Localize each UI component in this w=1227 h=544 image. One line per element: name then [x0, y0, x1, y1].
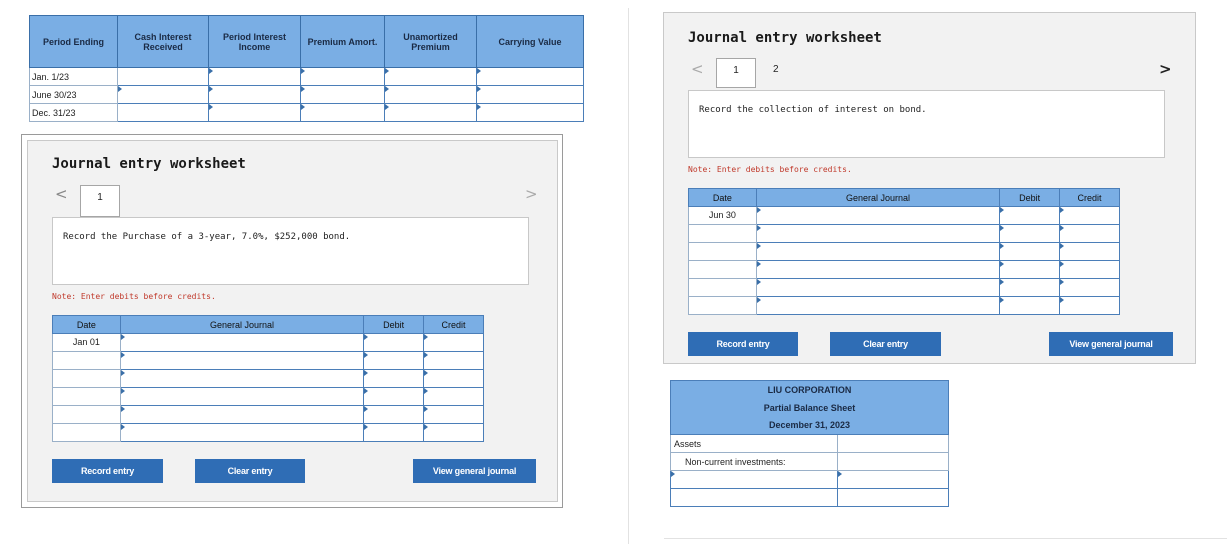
- unamortized-premium-input[interactable]: [385, 68, 477, 86]
- interest-income-input[interactable]: [209, 68, 301, 86]
- period-label: Dec. 31/23: [30, 104, 118, 122]
- date-cell: [53, 352, 121, 370]
- credit-input[interactable]: [424, 334, 484, 352]
- view-general-journal-button[interactable]: View general journal: [1049, 332, 1173, 356]
- table-row: [53, 352, 484, 370]
- premium-amort-input[interactable]: [301, 86, 385, 104]
- col-credit: Credit: [424, 316, 484, 334]
- worksheet-title: Journal entry worksheet: [688, 30, 882, 46]
- col-debit: Debit: [364, 316, 424, 334]
- header-period-ending: Period Ending: [30, 16, 118, 68]
- debit-input[interactable]: [1000, 261, 1060, 279]
- debit-input[interactable]: [364, 334, 424, 352]
- interest-income-input[interactable]: [209, 86, 301, 104]
- amortization-table: [29, 15, 584, 122]
- interest-income-input[interactable]: [209, 104, 301, 122]
- account-input[interactable]: [120, 370, 363, 388]
- table-row: [689, 225, 1120, 243]
- statement-date: December 31, 2023: [671, 417, 949, 435]
- view-general-journal-button[interactable]: View general journal: [413, 459, 536, 483]
- header-period-interest: Period Interest Income: [209, 16, 301, 68]
- credit-input[interactable]: [424, 406, 484, 424]
- premium-amort-input[interactable]: [301, 104, 385, 122]
- note-text: Note: Enter debits before credits.: [52, 292, 216, 301]
- empty-cell: [837, 453, 948, 471]
- debit-input[interactable]: [364, 352, 424, 370]
- credit-input[interactable]: [1060, 297, 1120, 315]
- credit-input[interactable]: [1060, 261, 1120, 279]
- col-general-journal: General Journal: [120, 316, 363, 334]
- period-label: Jan. 1/23: [30, 68, 118, 86]
- worksheet-title: Journal entry worksheet: [52, 156, 246, 172]
- account-input[interactable]: [671, 489, 838, 507]
- credit-input[interactable]: [424, 424, 484, 442]
- col-debit: Debit: [1000, 189, 1060, 207]
- horizontal-divider: [664, 538, 1227, 539]
- next-arrow-icon[interactable]: >: [525, 185, 538, 203]
- page-tab-1[interactable]: 1: [716, 58, 756, 88]
- credit-input[interactable]: [424, 388, 484, 406]
- table-row: [30, 68, 584, 86]
- page-tab-1[interactable]: 1: [80, 185, 120, 217]
- cash-interest-input[interactable]: [118, 104, 209, 122]
- debit-input[interactable]: [1000, 297, 1060, 315]
- company-name: LIU CORPORATION: [671, 381, 949, 399]
- prev-arrow-icon[interactable]: <: [691, 60, 704, 78]
- instruction-box: Record the Purchase of a 3-year, 7.0%, $252,000 bond.: [52, 217, 529, 285]
- date-cell: [53, 424, 121, 442]
- header-unamortized-premium: Unamortized Premium: [385, 16, 477, 68]
- table-row: [671, 471, 949, 489]
- header-cash-interest: Cash Interest Received: [118, 16, 209, 68]
- date-cell: [689, 225, 757, 243]
- credit-input[interactable]: [424, 370, 484, 388]
- table-row: [671, 489, 949, 507]
- carrying-value-input[interactable]: [477, 68, 584, 86]
- vertical-divider: [628, 8, 629, 544]
- account-input[interactable]: [120, 424, 363, 442]
- table-row: [53, 406, 484, 424]
- amount-input[interactable]: [837, 489, 948, 507]
- account-input[interactable]: [671, 471, 838, 489]
- table-row: [30, 104, 584, 122]
- cash-interest-input[interactable]: [118, 86, 209, 104]
- date-cell: [53, 370, 121, 388]
- date-cell: [689, 261, 757, 279]
- header-premium-amort: Premium Amort.: [301, 16, 385, 68]
- col-date: Date: [689, 189, 757, 207]
- account-input[interactable]: [120, 334, 363, 352]
- next-arrow-icon[interactable]: >: [1159, 60, 1172, 78]
- debit-input[interactable]: [364, 424, 424, 442]
- unamortized-premium-input[interactable]: [385, 86, 477, 104]
- table-row: [689, 279, 1120, 297]
- record-entry-button[interactable]: Record entry: [52, 459, 163, 483]
- carrying-value-input[interactable]: [477, 86, 584, 104]
- clear-entry-button[interactable]: Clear entry: [195, 459, 305, 483]
- period-label: June 30/23: [30, 86, 118, 104]
- journal-table: [52, 315, 484, 442]
- credit-input[interactable]: [1060, 207, 1120, 225]
- journal-table: [688, 188, 1120, 315]
- debit-input[interactable]: [364, 388, 424, 406]
- debit-input[interactable]: [364, 370, 424, 388]
- account-input[interactable]: [756, 279, 999, 297]
- premium-amort-input[interactable]: [301, 68, 385, 86]
- carrying-value-input[interactable]: [477, 104, 584, 122]
- noncurrent-investments-label: Non-current investments:: [671, 453, 838, 471]
- table-row: [689, 297, 1120, 315]
- record-entry-button[interactable]: Record entry: [688, 332, 798, 356]
- col-general-journal: General Journal: [756, 189, 999, 207]
- account-input[interactable]: [756, 207, 999, 225]
- table-row: [53, 370, 484, 388]
- credit-input[interactable]: [1060, 243, 1120, 261]
- date-cell: [53, 406, 121, 424]
- note-text: Note: Enter debits before credits.: [688, 165, 852, 174]
- credit-input[interactable]: [1060, 279, 1120, 297]
- account-input[interactable]: [120, 388, 363, 406]
- table-row: [53, 424, 484, 442]
- date-cell: [689, 279, 757, 297]
- amount-input[interactable]: [837, 471, 948, 489]
- table-row: [689, 207, 1120, 225]
- debit-input[interactable]: [1000, 225, 1060, 243]
- debit-input[interactable]: [1000, 243, 1060, 261]
- date-cell: [689, 243, 757, 261]
- empty-cell: [837, 435, 948, 453]
- header-carrying-value: Carrying Value: [477, 16, 584, 68]
- credit-input[interactable]: [1060, 225, 1120, 243]
- debit-input[interactable]: [1000, 207, 1060, 225]
- balance-sheet-table: [670, 380, 949, 507]
- cash-interest-input[interactable]: [118, 68, 209, 86]
- assets-label: Assets: [671, 435, 838, 453]
- table-row: [53, 388, 484, 406]
- account-input[interactable]: [120, 352, 363, 370]
- page-tab-2[interactable]: 2: [773, 64, 779, 75]
- account-input[interactable]: [756, 225, 999, 243]
- date-cell: Jun 30: [689, 207, 757, 225]
- account-input[interactable]: [756, 243, 999, 261]
- instruction-box: Record the collection of interest on bond.: [688, 90, 1165, 158]
- table-row: [53, 334, 484, 352]
- debit-input[interactable]: [364, 406, 424, 424]
- unamortized-premium-input[interactable]: [385, 104, 477, 122]
- account-input[interactable]: [120, 406, 363, 424]
- col-credit: Credit: [1060, 189, 1120, 207]
- prev-arrow-icon[interactable]: <: [55, 185, 68, 203]
- table-row: [689, 243, 1120, 261]
- date-cell: Jan 01: [53, 334, 121, 352]
- account-input[interactable]: [756, 261, 999, 279]
- clear-entry-button[interactable]: Clear entry: [830, 332, 941, 356]
- debit-input[interactable]: [1000, 279, 1060, 297]
- date-cell: [689, 297, 757, 315]
- col-date: Date: [53, 316, 121, 334]
- table-row: [30, 86, 584, 104]
- table-row: [689, 261, 1120, 279]
- credit-input[interactable]: [424, 352, 484, 370]
- account-input[interactable]: [756, 297, 999, 315]
- statement-title: Partial Balance Sheet: [671, 399, 949, 417]
- date-cell: [53, 388, 121, 406]
